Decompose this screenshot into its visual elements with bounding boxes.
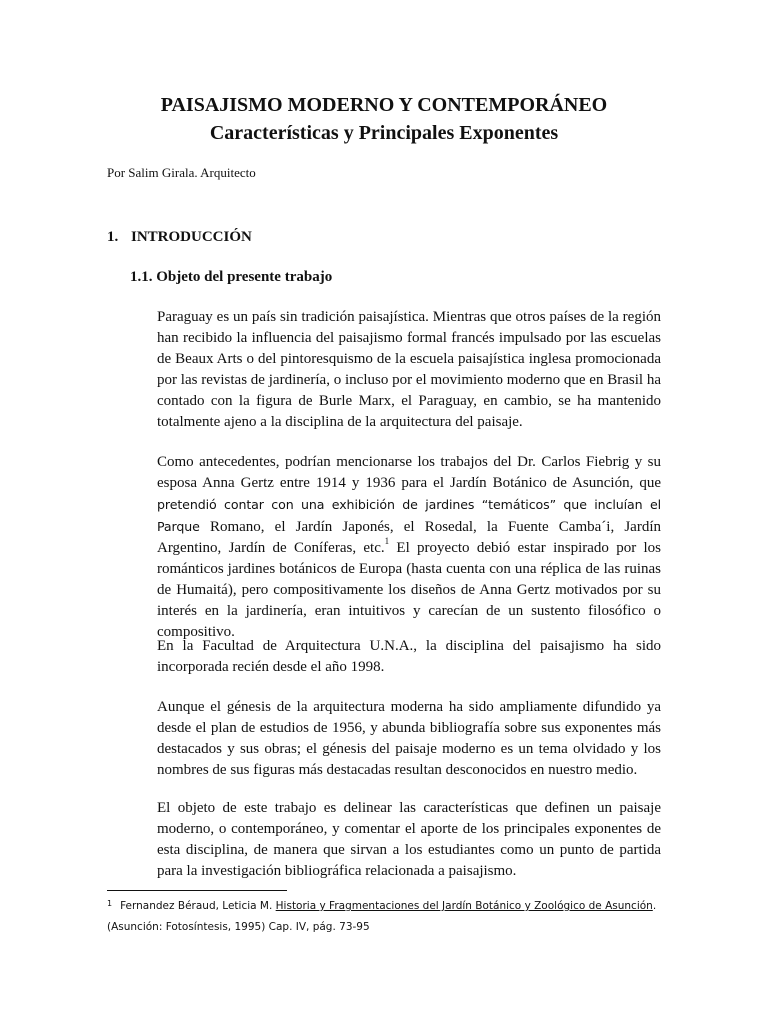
paragraph-2-part-b: pretendió contar con una exhibición de jardines “temáticos” que incluían el Parque <box>157 497 661 534</box>
footnote-number: 1 <box>107 899 113 908</box>
footnote-work-title: Historia y Fragmentaciones del Jardín Botánico y Zoológico de Asunción <box>275 900 653 912</box>
paragraph-1: Paraguay es un país sin tradición paisajística. Mientras que otros países de la región han recibido la influencia del paisajismo formal francés impulsado por las escuelas de Beaux Arts o del pintoresquismo de la escuela paisajística inglesa promocionada por las revistas de jardinería, o incluso por el movimiento moderno que en Brasil ha contado con la figura de Burle Marx, el Paraguay, en cambio, se ha mantenido totalmente ajeno a la disciplina de la arquitectura del paisaje. <box>157 309 661 430</box>
section-title: INTRODUCCIÓN <box>131 229 252 245</box>
footnote <box>107 896 667 938</box>
section-number: 1. <box>107 229 119 245</box>
paragraph-5: El objeto de este trabajo es delinear las características que definen un paisaje moderno, o contemporáneo, y comentar el aporte de los principales exponentes de esta disciplina, de manera que sirvan a los estudiantes como un punto de partida para la investigación bibliográfica relacionada a paisajismo. <box>157 800 661 879</box>
paragraph-3: En la Facultad de Arquitectura U.N.A., la disciplina del paisajismo ha sido incorporada recién desde el año 1998. <box>157 638 661 675</box>
footnote-reference: 1 <box>384 536 390 546</box>
paragraph-2-part-d: El proyecto debió estar inspirado por los románticos jardines botánicos de Europa (hasta cuenta con una réplica de las ruinas de Humaitá), pero compositivamente los diseños de Anna Gertz motivados por su interés en la jardinería, eran intuitivos y carecían de un sustento filosófico o compositivo. <box>157 540 661 640</box>
paragraph-2 <box>157 452 661 643</box>
document-subtitle: Características y Principales Exponentes <box>209 122 559 144</box>
author-byline: Por Salim Girala. Arquitecto <box>107 165 256 180</box>
section-heading <box>107 228 252 246</box>
footnote-divider <box>107 890 287 891</box>
paragraph-2-part-c: Romano, el Jardín Japonés, el Rosedal, la Fuente Camba´i, Jardín Argentino, Jardín de Coníferas, etc. <box>157 519 661 556</box>
footnote-details: (Asunción: Fotosíntesis, 1995) Cap. IV, pág. 73-95 <box>107 921 370 933</box>
subsection-heading: 1.1. Objeto del presente trabajo <box>130 269 333 285</box>
footnote-author: Fernandez Béraud, Leticia M. <box>120 900 273 912</box>
paragraph-2-part-a: Como antecedentes, podrían mencionarse los trabajos del Dr. Carlos Fiebrig y su esposa Anna Gertz entre 1914 y 1936 para el Jardín Botánico de Asunción, que <box>157 454 661 491</box>
footnote-punct: . <box>652 900 657 912</box>
document-title: PAISAJISMO MODERNO Y CONTEMPORÁNEO <box>160 94 608 116</box>
paragraph-4: Aunque el génesis de la arquitectura moderna ha sido ampliamente difundido ya desde el plan de estudios de 1956, y abunda bibliografía sobre sus exponentes más destacados y sus obras; el génesis del paisaje moderno es un tema olvidado y los nombres de sus figuras más destacadas resultan desconocidos en nuestro medio. <box>157 699 661 778</box>
